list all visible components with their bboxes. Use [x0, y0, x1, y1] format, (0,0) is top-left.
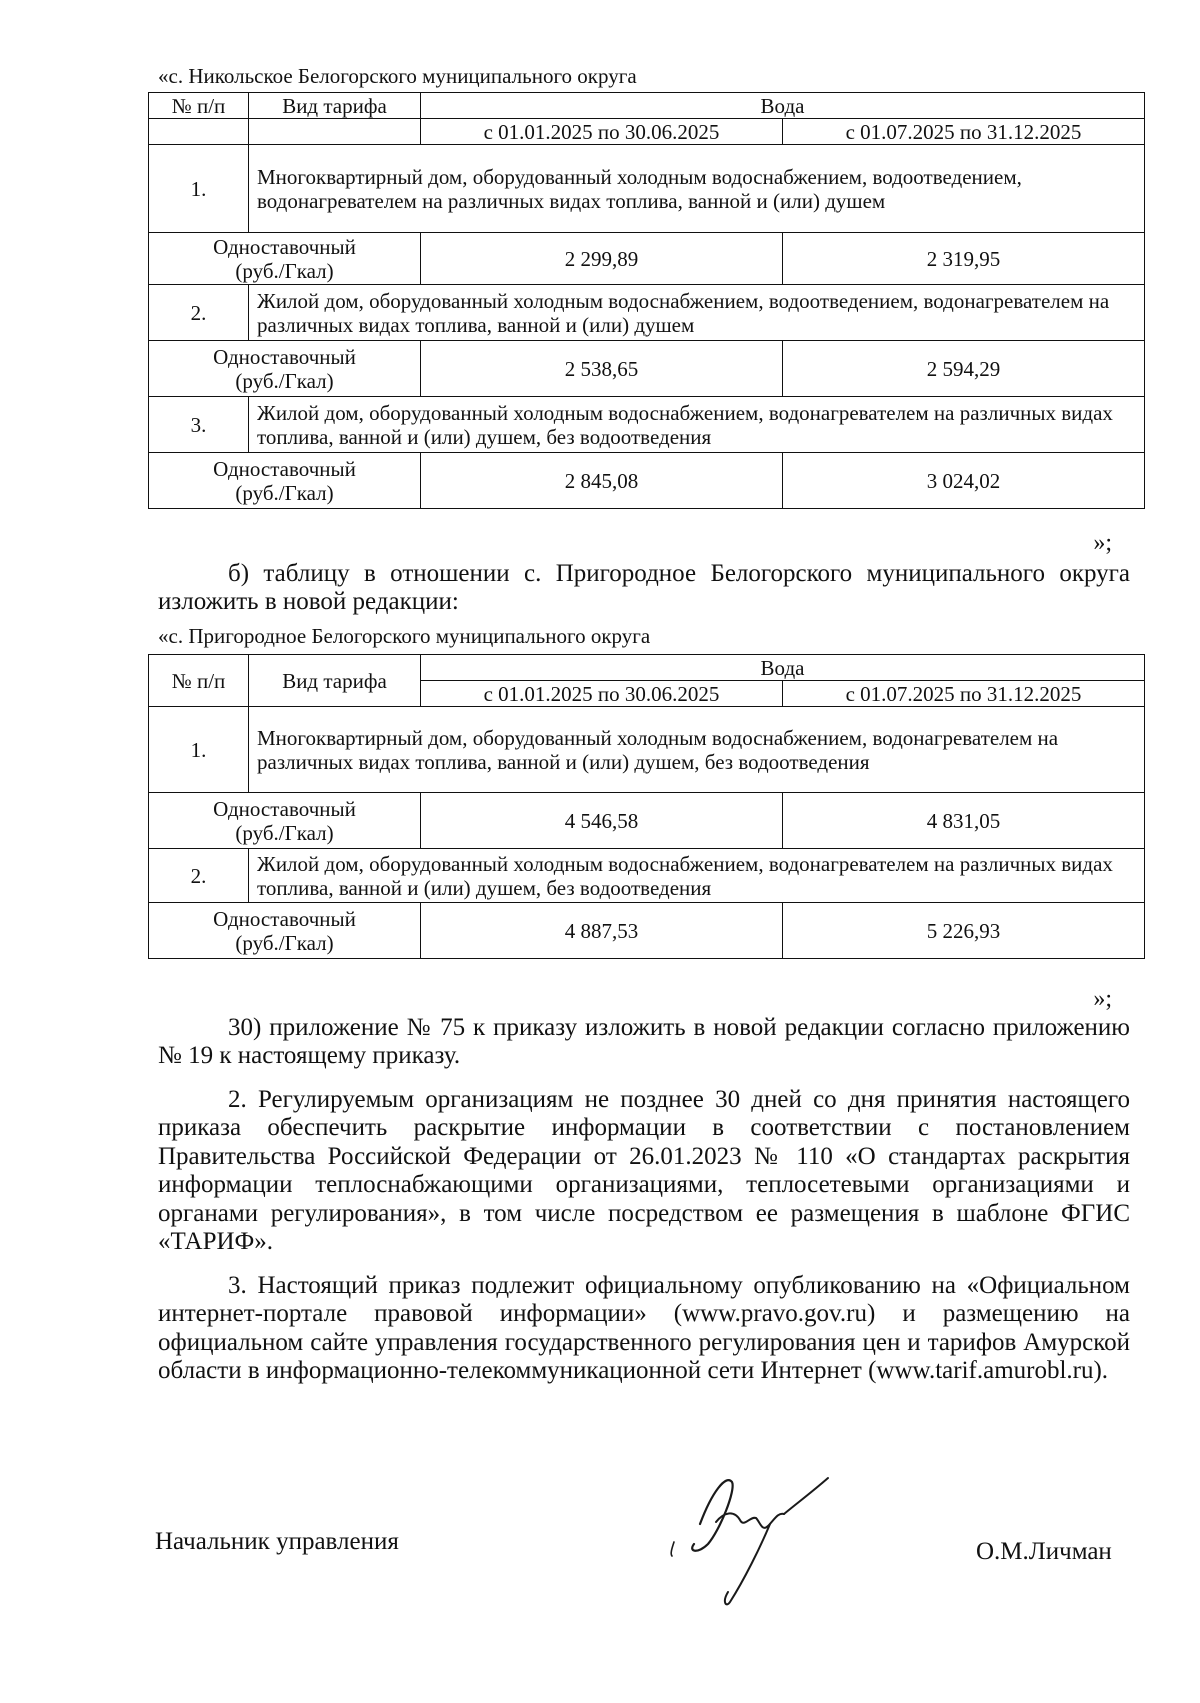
- row-number: 2.: [149, 849, 249, 903]
- row-description: Многоквартирный дом, оборудованный холодным водоснабжением, водоотведением, водонагревателем на различных видах топлива, ванной и (или) душем: [249, 145, 1145, 233]
- row-number: 1.: [149, 707, 249, 793]
- row-description: Многоквартирный дом, оборудованный холодным водоснабжением, водонагревателем на различных видах топлива, ванной и (или) душем, без водоотведения: [249, 707, 1145, 793]
- table1-header-type: Вид тарифа: [249, 93, 421, 119]
- table1-header-group: Вода: [421, 93, 1145, 119]
- table1-period-row: [149, 119, 1145, 145]
- tariff-value-period-2: 5 226,93: [783, 903, 1145, 959]
- table-row: [149, 397, 1145, 453]
- tariff-unit-label: (руб./Гкал): [235, 480, 334, 505]
- table2-header-group: Вода: [421, 655, 1145, 681]
- table2-period-1: с 01.01.2025 по 30.06.2025: [421, 681, 783, 707]
- table1-caption: «с. Никольское Белогорского муниципального округа: [158, 64, 637, 88]
- tariff-type-label: Одноставочный: [213, 344, 356, 369]
- table1-closing-quote: »;: [1093, 530, 1112, 556]
- tariff-value-period-2: 4 831,05: [783, 793, 1145, 849]
- tariff-type-label: Одноставочный: [213, 456, 356, 481]
- tariff-value-period-1: 2 299,89: [421, 233, 783, 285]
- row-description: Жилой дом, оборудованный холодным водоснабжением, водоотведением, водонагревателем на различных видах топлива, ванной и (или) душем: [249, 285, 1145, 341]
- signatory-role: Начальник управления: [155, 1528, 399, 1555]
- tariff-type-cell: [149, 903, 421, 959]
- tariff-type-cell: [149, 341, 421, 397]
- tariff-value-period-1: 2 538,65: [421, 341, 783, 397]
- table-row: [149, 793, 1145, 849]
- tariff-type-cell: [149, 453, 421, 509]
- table1: [148, 92, 1145, 509]
- tariff-type-label: Одноставочный: [213, 796, 356, 821]
- table-row: [149, 285, 1145, 341]
- table2-period-2: с 01.07.2025 по 31.12.2025: [783, 681, 1145, 707]
- tariff-value-period-2: 3 024,02: [783, 453, 1145, 509]
- tariff-unit-label: (руб./Гкал): [235, 930, 334, 955]
- table2-header-num: № п/п: [149, 655, 249, 707]
- table1-header-num: № п/п: [149, 93, 249, 119]
- table2-header-type: Вид тарифа: [249, 655, 421, 707]
- table-row: [149, 145, 1145, 233]
- table-row: [149, 903, 1145, 959]
- tariff-value-period-1: 2 845,08: [421, 453, 783, 509]
- tariff-type-cell: [149, 793, 421, 849]
- tariff-unit-label: (руб./Гкал): [235, 368, 334, 393]
- tariff-value-period-1: 4 546,58: [421, 793, 783, 849]
- tariff-type-label: Одноставочный: [213, 234, 356, 259]
- paragraph-2: 2. Регулируемым организациям не позднее 30 дней со дня принятия настоящего приказа обеспечить раскрытие информации в соответствии с постановлением Правительства Российской Федерации от 26.01.2023 № 110 «О стандартах раскрытия информации теплоснабжающими организациями, теплосетевыми организациями и органами регулирования», в том числе посредством ее размещения в шаблоне ФГИС «ТАРИФ».: [158, 1086, 1130, 1256]
- row-description: Жилой дом, оборудованный холодным водоснабжением, водонагревателем на различных видах топлива, ванной и (или) душем, без водоотведения: [249, 397, 1145, 453]
- table1-empty-cell: [249, 119, 421, 145]
- row-number: 3.: [149, 397, 249, 453]
- table2-caption: «с. Пригородное Белогорского муниципального округа: [158, 624, 651, 648]
- signatory-name: О.М.Личман: [976, 1538, 1112, 1565]
- tariff-type-label: Одноставочный: [213, 906, 356, 931]
- table2: [148, 654, 1145, 959]
- tariff-value-period-1: 4 887,53: [421, 903, 783, 959]
- tariff-value-period-2: 2 319,95: [783, 233, 1145, 285]
- table2-header-row: [149, 655, 1145, 681]
- tariff-type-cell: [149, 233, 421, 285]
- table1-header-row: [149, 93, 1145, 119]
- row-description: Жилой дом, оборудованный холодным водоснабжением, водонагревателем на различных видах топлива, ванной и (или) душем, без водоотведения: [249, 849, 1145, 903]
- paragraph-b: б) таблицу в отношении с. Пригородное Белогорского муниципального округа изложить в новой редакции:: [158, 560, 1130, 616]
- table-row: [149, 453, 1145, 509]
- tariff-unit-label: (руб./Гкал): [235, 820, 334, 845]
- table-row: [149, 849, 1145, 903]
- row-number: 2.: [149, 285, 249, 341]
- tariff-value-period-2: 2 594,29: [783, 341, 1145, 397]
- paragraph-30: 30) приложение № 75 к приказу изложить в новой редакции согласно приложению № 19 к настоящему приказу.: [158, 1014, 1130, 1070]
- paragraph-3: 3. Настоящий приказ подлежит официальному опубликованию на «Официальном интернет-портале правовой информации» (www.pravo.gov.ru) и размещению на официальном сайте управления государственного регулирования цен и тарифов Амурской области в информационно-телекоммуникационной сети Интернет (www.tarif.amurobl.ru).: [158, 1272, 1130, 1385]
- table1-period-2: с 01.07.2025 по 31.12.2025: [783, 119, 1145, 145]
- table2-closing-quote: »;: [1093, 986, 1112, 1012]
- table1-period-1: с 01.01.2025 по 30.06.2025: [421, 119, 783, 145]
- row-number: 1.: [149, 145, 249, 233]
- handwritten-signature: [660, 1452, 860, 1612]
- tariff-unit-label: (руб./Гкал): [235, 258, 334, 283]
- table-row: [149, 341, 1145, 397]
- table1-empty-cell: [149, 119, 249, 145]
- table-row: [149, 233, 1145, 285]
- table-row: [149, 707, 1145, 793]
